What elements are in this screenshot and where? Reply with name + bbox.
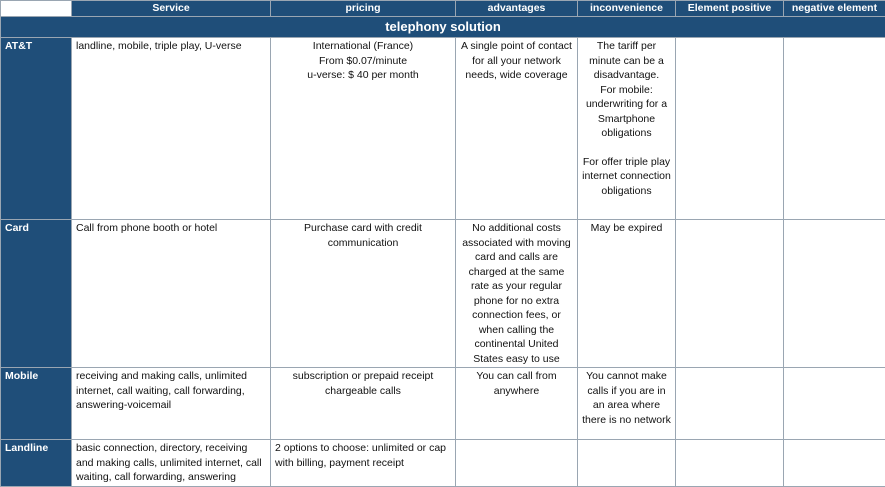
pricing-line: subscription or prepaid receipt chargeable calls <box>292 370 434 397</box>
cell-advantages[interactable] <box>456 440 578 487</box>
inconvenience-line: May be expired <box>590 222 663 234</box>
cell-pricing[interactable] <box>271 38 456 220</box>
blank-line <box>582 141 671 155</box>
row-label-card[interactable]: Card <box>1 220 72 368</box>
cell-service[interactable]: landline, mobile, triple play, U-verse <box>72 38 271 220</box>
banner-title[interactable]: telephony solution <box>1 17 885 38</box>
cell-advantages[interactable]: A single point of contact for all your network needs, wide coverage <box>456 38 578 220</box>
pricing-line: International (France) <box>312 40 414 52</box>
inconvenience-line: For mobile: underwriting for a Smartphone obligations <box>585 83 668 139</box>
cell-service[interactable]: basic connection, directory, receiving and making calls, unlimited internet, call waiting, call forwarding, answering <box>72 440 271 487</box>
row-label-mobile[interactable]: Mobile <box>1 368 72 440</box>
cell-service[interactable]: Call from phone booth or hotel <box>72 220 271 368</box>
cell-service[interactable]: receiving and making calls, unlimited internet, call waiting, call forwarding, answering-voicemail <box>72 368 271 440</box>
cell-pricing[interactable] <box>271 220 456 368</box>
header-corner-cell[interactable] <box>1 1 72 17</box>
pricing-line: Purchase card with credit communication <box>304 222 422 249</box>
inconvenience-line: You cannot make calls if you are in an area where there is no network <box>582 370 671 426</box>
header-pricing[interactable]: pricing <box>271 1 456 17</box>
inconvenience-line: For offer triple play internet connection obligations <box>582 155 671 197</box>
banner-row <box>1 17 885 38</box>
inconvenience-line: The tariff per minute can be a disadvantage. <box>589 40 664 81</box>
cell-element-positive[interactable] <box>676 440 784 487</box>
header-element-positive[interactable]: Element positive <box>676 1 784 17</box>
row-label-landline[interactable]: Landline <box>1 440 72 487</box>
cell-inconvenience[interactable] <box>578 220 676 368</box>
table-row <box>1 368 885 440</box>
header-row <box>1 1 885 17</box>
pricing-line: u-verse: $ 40 per month <box>307 69 419 81</box>
row-label-att[interactable]: AT&T <box>1 38 72 220</box>
cell-element-positive[interactable] <box>676 220 784 368</box>
header-advantages[interactable]: advantages <box>456 1 578 17</box>
header-inconvenience[interactable]: inconvenience <box>578 1 676 17</box>
table-row <box>1 220 885 368</box>
header-service[interactable]: Service <box>72 1 271 17</box>
pricing-line: From $0.07/minute <box>318 54 408 67</box>
cell-inconvenience[interactable] <box>578 440 676 487</box>
cell-advantages[interactable]: You can call from anywhere <box>456 368 578 440</box>
pricing-line: 2 options to choose: unlimited or cap with billing, payment receipt <box>275 442 447 469</box>
cell-advantages[interactable]: No additional costs associated with moving card and calls are charged at the same rate as your regular phone for no extra connection fees, or when calling the continental United States easy to use <box>456 220 578 368</box>
cell-pricing[interactable] <box>271 440 456 487</box>
cell-inconvenience[interactable] <box>578 38 676 220</box>
table-row <box>1 440 885 487</box>
cell-element-positive[interactable] <box>676 368 784 440</box>
header-negative-element[interactable]: negative element <box>784 1 885 17</box>
cell-inconvenience[interactable] <box>578 368 676 440</box>
cell-negative-element[interactable] <box>784 220 885 368</box>
cell-element-positive[interactable] <box>676 38 784 220</box>
cell-pricing[interactable] <box>271 368 456 440</box>
cell-negative-element[interactable] <box>784 440 885 487</box>
cell-negative-element[interactable] <box>784 368 885 440</box>
table-row <box>1 38 885 220</box>
cell-negative-element[interactable] <box>784 38 885 220</box>
